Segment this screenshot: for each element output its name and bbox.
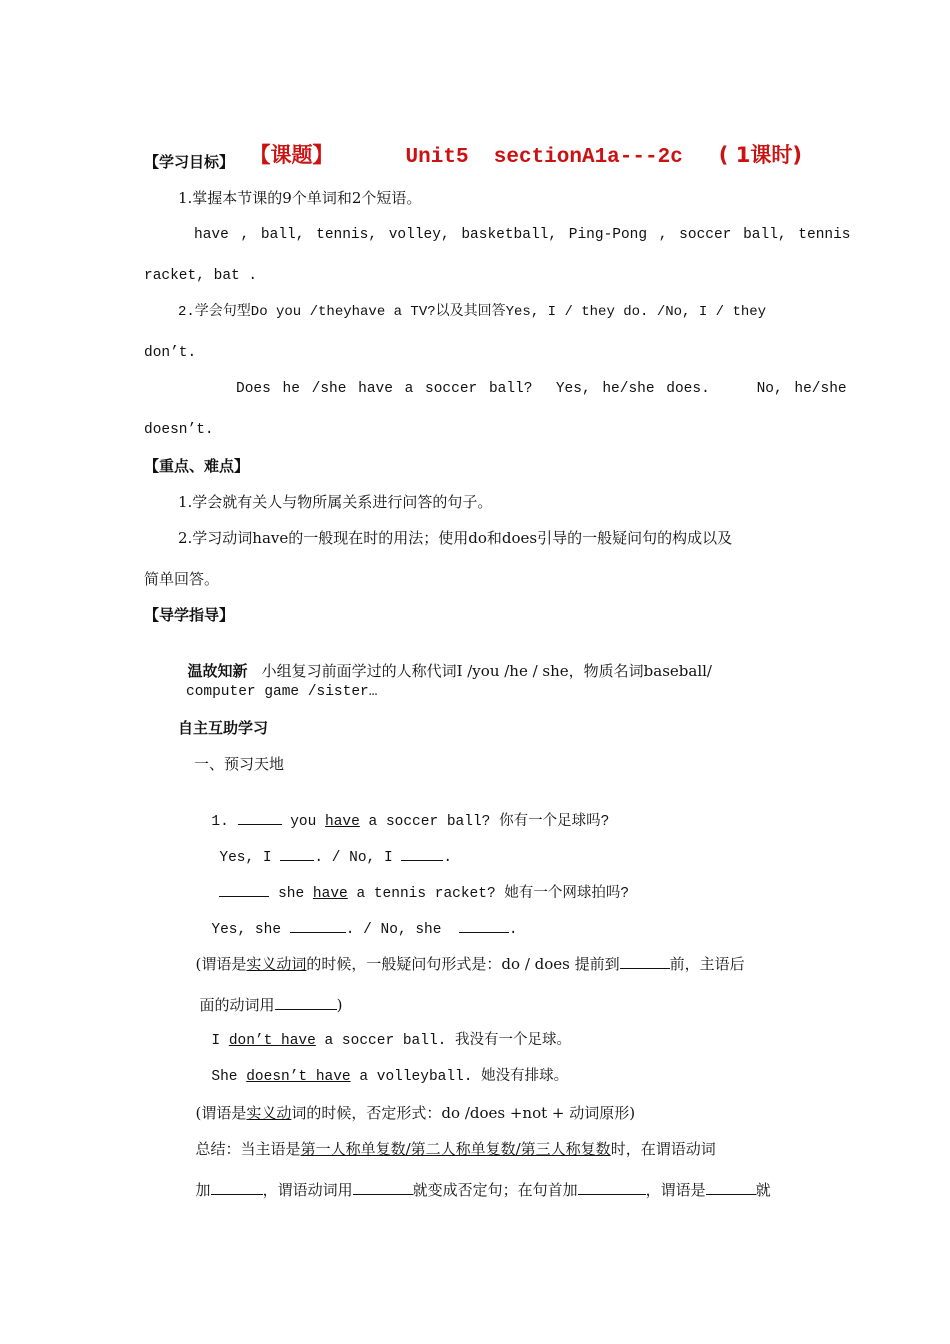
note-question-form: (谓语是实义动词的时候，一般疑问句形式是：do / does 提前到 前，主语后 (195, 955, 745, 973)
title-label: 【课题】 (249, 143, 334, 167)
exercise-q1: 1. you have a soccer ball? 你有一个足球吗? (194, 790, 609, 832)
blank-summary-4[interactable] (706, 1180, 756, 1195)
blank-summary-3[interactable] (578, 1180, 646, 1195)
blank-q1-aux[interactable] (238, 810, 282, 825)
lesson-title (240, 125, 802, 169)
preview-heading: 一、预习天地 (194, 755, 285, 773)
exercise-q2: she have a tennis racket? 她有一个网球拍吗? (202, 862, 629, 904)
exercise-a2: Yes, she . / No, she . (194, 898, 518, 940)
note-negative-form: (谓语是实义动词的时候，否定形式：do /does +not + 动词原形) (195, 1104, 636, 1122)
blank-a1-yes[interactable] (280, 846, 314, 861)
blank-note-verb-form[interactable] (275, 995, 337, 1010)
goals-item-2-third-cont: doesn’t. (144, 422, 214, 438)
summary-line-2: 加 ，谓语动词用 就变成否定句；在句首加 ，谓语是 就 (195, 1181, 771, 1199)
key-points-item-2-cont: 简单回答。 (144, 570, 220, 588)
title-unit: Unit5 sectionA1a---2c (405, 146, 683, 169)
review-line (178, 641, 712, 681)
note-question-form-cont: 面的动词用 ) (199, 996, 343, 1014)
goals-item-1: 1.掌握本节课的9个单词和2个短语。 (178, 189, 422, 207)
blank-a1-no[interactable] (401, 846, 443, 861)
self-study-heading: 自主互助学习 (178, 719, 269, 737)
title-period: ( 1课时) (718, 143, 802, 167)
blank-summary-1[interactable] (211, 1180, 263, 1195)
blank-a2-yes[interactable] (290, 918, 346, 933)
negative-example-1: I don’t have a soccer ball. 我没有一个足球。 (211, 1033, 572, 1049)
key-points-item-1: 1.学会就有关人与物所属关系进行问答的句子。 (178, 493, 493, 511)
review-line-cont: computer game /sister… (186, 684, 378, 700)
summary-line-1: 总结：当主语是第一人称单复数/第二人称单复数/第三人称复数时，在谓语动词 (195, 1140, 716, 1158)
goals-item-2: 2.学会句型Do you /theyhave a TV?以及其回答Yes, I / they do. /No, I / they (178, 304, 767, 320)
goals-heading: 【学习目标】 (144, 153, 235, 171)
goals-words-line-2: racket, bat . (144, 268, 258, 284)
blank-a2-no[interactable] (459, 918, 509, 933)
goals-item-2-third: Does he /she have a soccer ball? Yes, he/she does. No, he/she (236, 381, 847, 397)
review-text: 小组复习前面学过的人称代词I /you /he / she，物质名词baseball/ (261, 662, 712, 680)
blank-q2-aux[interactable] (219, 882, 269, 897)
goals-words-line-1: have , ball, tennis, volley, basketball, Ping-Pong , soccer ball, tennis (194, 227, 851, 243)
key-points-heading: 【重点、难点】 (144, 457, 250, 475)
guide-heading: 【导学指导】 (144, 606, 235, 624)
key-points-item-2: 2.学习动词have的一般现在时的用法；使用do和does引导的一般疑问句的构成以及 (178, 529, 733, 547)
blank-note-position[interactable] (620, 954, 670, 969)
negative-example-2: She doesn’t have a volleyball. 她没有排球。 (211, 1069, 569, 1085)
goals-item-2-cont: don’t. (144, 345, 197, 361)
blank-summary-2[interactable] (353, 1180, 413, 1195)
review-label: 温故知新 (187, 662, 248, 680)
exercise-a1: Yes, I . / No, I . (202, 826, 452, 868)
